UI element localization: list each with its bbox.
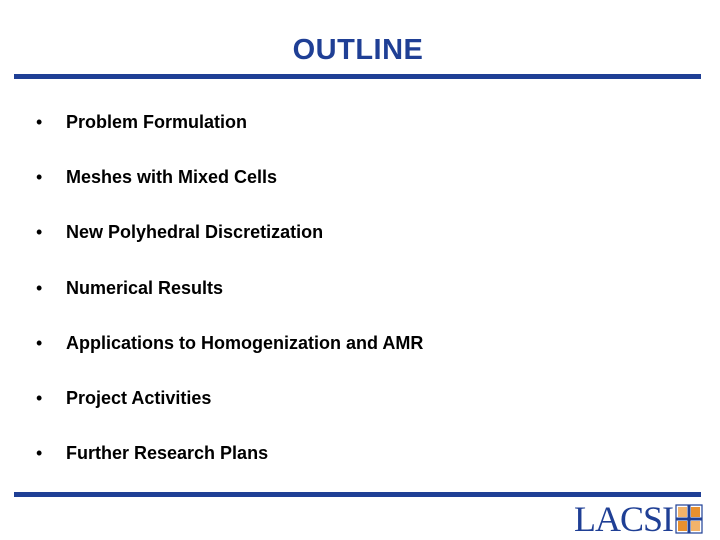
list-item: [36, 326, 423, 381]
bullet-icon: •: [36, 332, 43, 353]
logo-text: LACSI: [574, 499, 674, 539]
list-item: [36, 271, 423, 326]
footer-divider: [14, 492, 701, 497]
bullet-icon: •: [36, 222, 43, 243]
list-item-text: Further Research Plans: [66, 443, 269, 464]
list-item: [36, 436, 423, 491]
list-item: [36, 105, 423, 160]
bullet-icon: •: [36, 277, 43, 298]
bullet-icon: •: [36, 443, 43, 464]
list-item-text: Meshes with Mixed Cells: [66, 167, 278, 188]
cross-grid-icon: [675, 504, 703, 534]
list-item-text: New Polyhedral Discretization: [66, 222, 324, 243]
list-item: [36, 160, 423, 215]
list-item: [36, 381, 423, 436]
bullet-icon: •: [36, 112, 43, 132]
title-divider: [14, 74, 701, 79]
bullet-icon: •: [36, 167, 43, 188]
list-item-text: Numerical Results: [66, 277, 224, 298]
list-item-text: Project Activities: [66, 387, 212, 408]
bullet-icon: •: [36, 387, 43, 408]
lacsi-logo: [574, 500, 703, 538]
outline-list: [36, 105, 423, 491]
slide-title: OUTLINE: [292, 34, 424, 66]
list-item: [36, 215, 423, 270]
list-item-text: Problem Formulation: [66, 112, 248, 132]
list-item-text: Applications to Homogenization and AMR: [66, 332, 424, 353]
